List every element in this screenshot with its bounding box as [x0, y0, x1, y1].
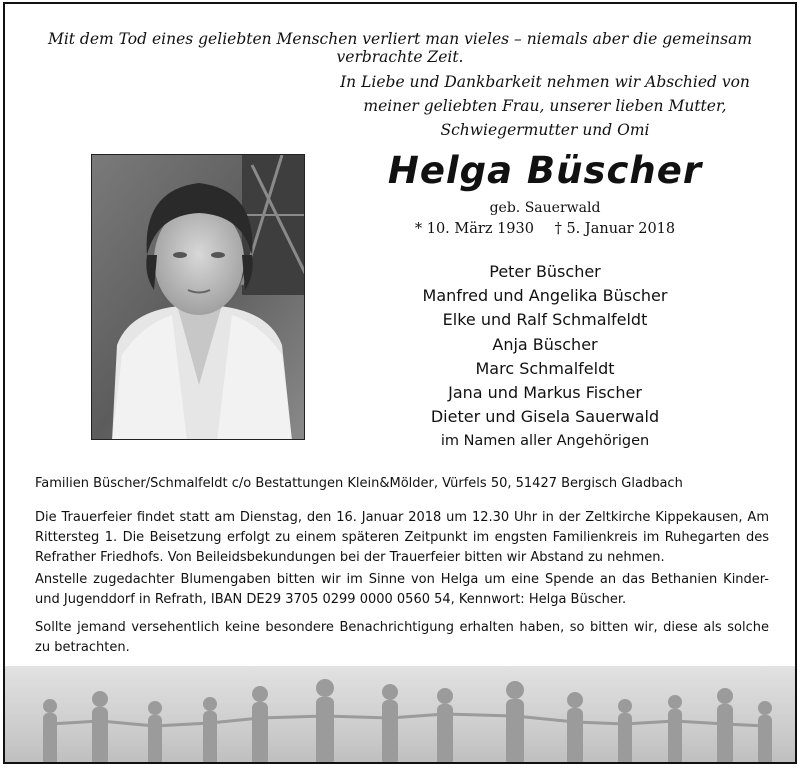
mourner-entry: Dieter und Gisela Sauerwald — [430, 407, 660, 427]
intro-text — [335, 70, 755, 142]
intro-line: meiner geliebten Frau, unserer lieben Mutter, — [363, 97, 727, 115]
silhouettes-holding-hands-illustration — [5, 666, 795, 764]
mourners-closing: im Namen aller Angehörigen — [440, 433, 650, 450]
notification-paragraph: Sollte jemand versehentlich keine besondere Benachrichtigung erhalten haben, so bitten wir, diese als solche zu betrachten. — [35, 620, 769, 655]
mourner-entry: Elke und Ralf Schmalfeldt — [442, 310, 648, 330]
motto-quote: Mit dem Tod eines geliebten Menschen verliert man vieles – niemals aber die gemeinsam verbrachte Zeit. — [47, 30, 753, 66]
mourner-entry: Peter Büscher — [489, 262, 601, 281]
portrait-photo — [91, 154, 305, 440]
portrait-illustration — [92, 155, 305, 440]
intro-line: In Liebe und Dankbarkeit nehmen wir Abschied von — [340, 73, 750, 91]
death-date: † 5. Januar 2018 — [554, 221, 676, 237]
footer-image — [5, 666, 795, 764]
obituary-notice — [3, 2, 797, 764]
intro-line: Schwiegermutter und Omi — [440, 121, 650, 139]
mourner-entry: Marc Schmalfeldt — [475, 358, 615, 378]
birth-date: * 10. März 1930 — [414, 221, 534, 237]
donation-paragraph: Anstelle zugedachter Blumengaben bitten wir im Sinne von Helga um eine Spende an das Bethanien Kinder- und Jugenddorf in Refrath, IBAN DE29 3705 0299 0000 0560 54, Kennwort: Helga Büscher. — [35, 572, 769, 607]
funeral-info-paragraph: Die Trauerfeier findet statt am Dienstag, den 16. Januar 2018 um 12.30 Uhr in der Zeltkirche Kippekausen, Am Rittersteg 1. Die Beisetzung erfolgt zu einem späteren Zeitpunkt im engsten Familienkreis im Ruhegarten des Refrather Friedhofs. Von Beileidsbekundungen bei der Trauerfeier bitten wir Abstand zu nehmen. — [35, 510, 769, 565]
mourner-entry: Manfred und Angelika Büscher — [422, 286, 668, 306]
mourner-entry: Jana und Markus Fischer — [448, 383, 642, 403]
mourner-entry: Anja Büscher — [492, 334, 598, 354]
life-dates — [335, 221, 755, 237]
maiden-name: geb. Sauerwald — [489, 200, 601, 216]
contact-address: Familien Büscher/Schmalfeldt c/o Bestattungen Klein&Mölder, Vürfels 50, 51427 Bergisch Gladbach — [35, 476, 683, 491]
deceased-name: Helga Büscher — [387, 149, 703, 192]
mourners-list — [335, 260, 755, 454]
